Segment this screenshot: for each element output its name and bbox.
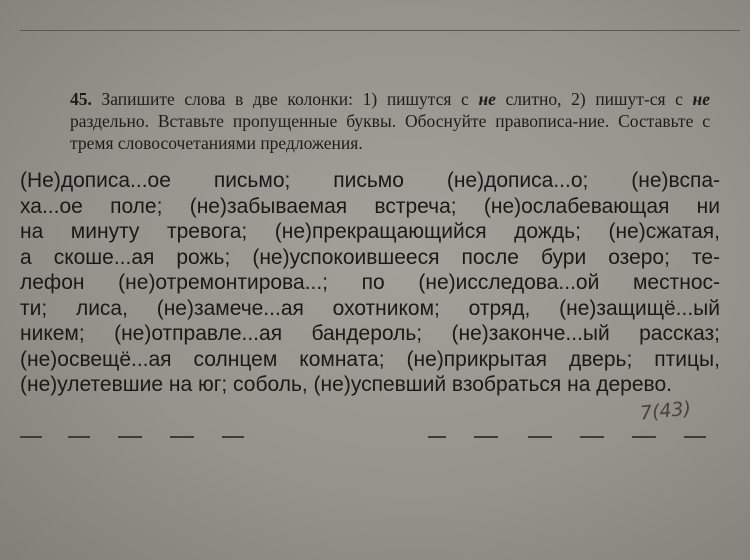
dash bbox=[118, 436, 142, 438]
handwritten-note: 7(43) bbox=[638, 397, 693, 425]
exercise-line-4: а скоше...ая рожь; (не)успокоившееся после бури озеро; те- bbox=[20, 245, 720, 269]
exercise-line-1: (Не)дописа...ое письмо; письмо (не)дописа...о; (не)вспа- bbox=[20, 169, 720, 192]
task-instructions bbox=[70, 88, 710, 154]
exercise-line-8: (не)освещё...ая солнцем комната; (не)прикрытая дверь; птицы, bbox=[20, 347, 720, 371]
exercise-line-7: никем; (не)отправле...ая бандероль; (не)законче...ый рассказ; bbox=[20, 322, 720, 345]
dash bbox=[428, 436, 446, 438]
task-text-part1: Запишите слова в две колонки: 1) пишутся с bbox=[101, 89, 469, 109]
dash bbox=[222, 436, 244, 438]
answer-dashes bbox=[20, 436, 720, 440]
task-ne-1: не bbox=[478, 89, 496, 109]
exercise-line-6: ти; лиса, (не)замече...ая охотником; отряд, (не)защищё...ый bbox=[20, 296, 720, 320]
dash bbox=[20, 436, 42, 438]
top-divider bbox=[20, 30, 740, 31]
exercise-line-9: (не)улетевшие на юг; соболь, (не)успевший взобраться на дерево. bbox=[20, 373, 672, 396]
dash bbox=[684, 436, 706, 438]
task-number: 45. bbox=[70, 89, 92, 109]
exercise-text bbox=[20, 168, 720, 398]
dash bbox=[528, 436, 552, 438]
exercise-line-5: лефон (не)отремонтирова...; по (не)исследова...ой местнос- bbox=[20, 271, 720, 294]
task-ne-2: не bbox=[692, 89, 711, 109]
dash bbox=[632, 436, 656, 438]
dash bbox=[474, 436, 498, 438]
task-text-part2: слитно, 2) пишут-ся с bbox=[505, 89, 683, 109]
exercise-line-2: ха...ое поле; (не)забываемая встреча; (не)ослабевающая ни bbox=[20, 194, 720, 218]
dash bbox=[170, 436, 194, 438]
task-text-part3: раздельно. Вставьте пропущенные буквы. Обоснуйте правописа-ние. Составьте с тремя словосочетаниями предложения. bbox=[70, 111, 710, 153]
dash bbox=[580, 436, 604, 438]
exercise-line-3: на минуту тревога; (не)прекращающийся дождь; (не)сжатая, bbox=[20, 220, 720, 243]
dash bbox=[68, 436, 90, 438]
